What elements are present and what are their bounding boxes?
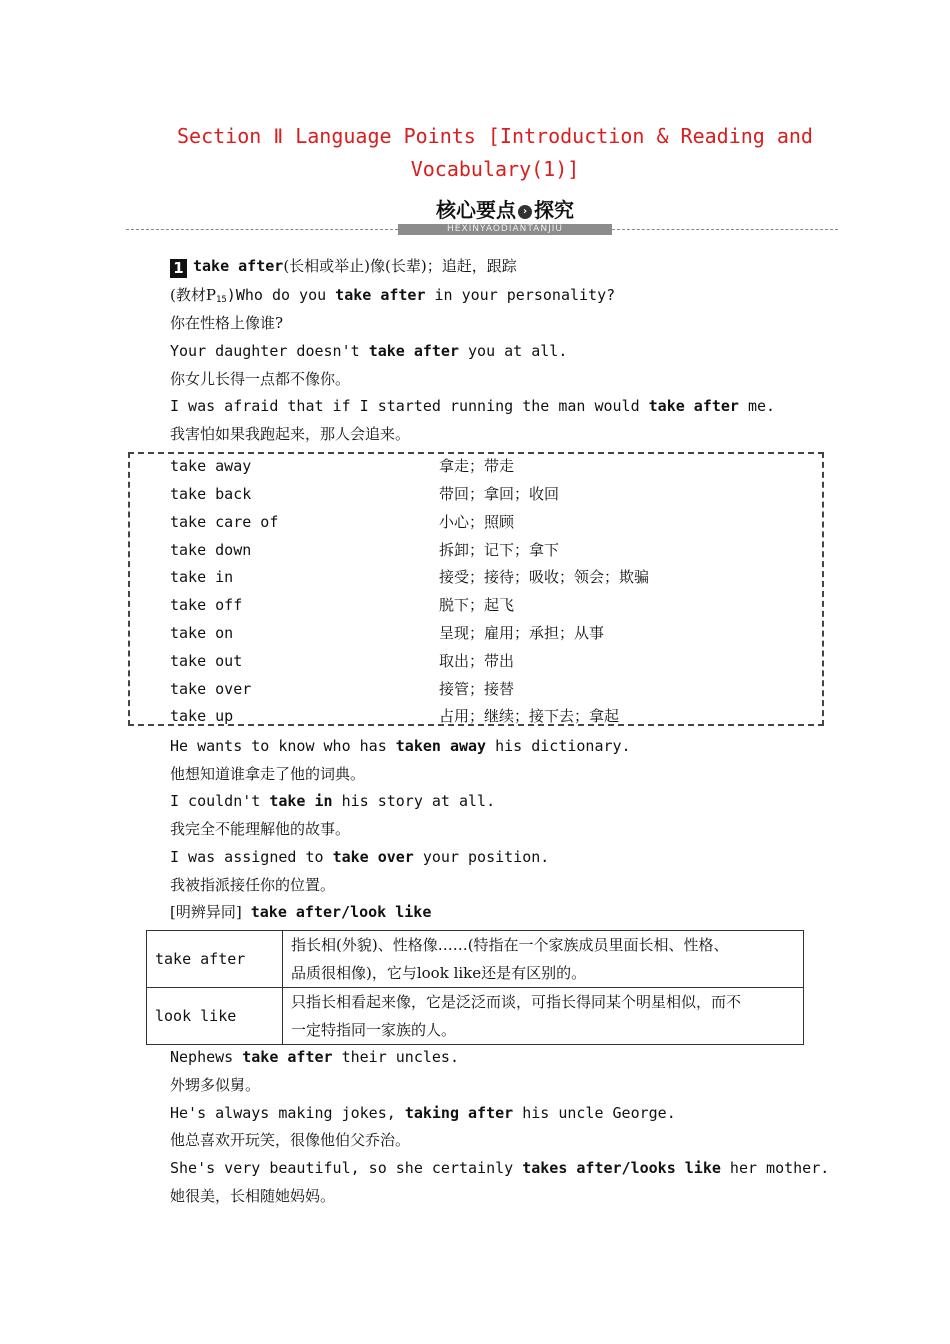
sentence-text: )Who do you [226,286,336,304]
compare-desc-line: 一定特指同一家族的人。 [291,1021,457,1039]
point-number: 1 [170,259,187,278]
phrase-en: take in [170,568,234,586]
banner-rule-right [612,229,838,230]
sentence-text: their uncles. [332,1048,459,1066]
compare-heading [170,902,431,922]
sentence-text: He's always making jokes, [170,1104,405,1122]
compare-desc-line: 品质很相像)，它与look like还是有区别的。 [291,964,587,982]
phrase-cn: 占用；继续；接下去；拿起 [439,707,620,725]
phrase-en: take down [170,541,252,559]
keyword: take after [368,342,459,360]
sentence-text: He wants to know who has [170,737,396,755]
phrase-en: take back [170,485,252,503]
example-translation: 你女儿长得一点都不像你。 [170,370,351,388]
phrase-cn: 小心；照顾 [439,513,515,531]
sentence-text: I couldn't [170,792,270,810]
point-meaning: (长相或举止)像(长辈)；追赶，跟踪 [283,257,517,275]
phrase-en: take on [170,624,234,642]
example-translation: 外甥多似舅。 [170,1076,261,1094]
example-sentence [170,1158,829,1178]
banner-heading-left: 核心要点 [436,198,516,222]
keyword: taking after [404,1104,514,1122]
compare-table [146,930,804,1045]
compare-term: take after [147,931,283,988]
phrase-box [128,452,824,726]
compare-label: [明辨异同] [170,903,242,921]
section-title [150,120,840,186]
example-translation: 我害怕如果我跑起来，那人会追来。 [170,425,411,443]
example-sentence [170,847,549,867]
compare-desc [283,988,804,1045]
example-sentence [170,396,775,416]
keyword: take after [335,286,426,304]
sentence-text: his dictionary. [486,737,631,755]
phrase-cn: 接管；接替 [439,680,515,698]
compare-desc [283,931,804,988]
phrase-cn: 接受；接待；吸收；领会；欺骗 [439,568,650,586]
phrase-en: take over [170,680,252,698]
example-sentence [170,736,631,756]
table-row [147,931,804,988]
sentence-text: her mother. [720,1159,830,1177]
sentence-text: I was afraid that if I started running the man would [170,397,649,415]
banner-pinyin: HEXINYAODIANTANJIU [398,224,612,235]
phrase-en: take out [170,652,243,670]
table-row [147,988,804,1045]
example-sentence [170,285,615,310]
point-phrase: take after [193,257,284,275]
compare-term: look like [147,988,283,1045]
example-sentence [170,341,567,361]
phrase-cn: 呈现；雇用；承担；从事 [439,624,605,642]
phrase-cn: 拿走；带走 [439,457,515,475]
keyword: take in [269,792,333,810]
textbook-source: (教材P [170,286,216,304]
keyword: take over [332,848,414,866]
sentence-text: Your daughter doesn't [170,342,369,360]
example-translation: 她很美，长相随她妈妈。 [170,1187,336,1205]
keyword: takes after/looks like [522,1159,721,1177]
sentence-text: She's very beautiful, so she certainly [170,1159,523,1177]
sentence-text: you at all. [459,342,568,360]
phrase-en: take care of [170,513,279,531]
compare-desc-line: 只指长相看起来像，它是泛泛而谈，可指长得同某个明星相似，而不 [291,993,742,1011]
section-title-line1: Section Ⅱ Language Points [Introduction & Reading and [177,124,813,148]
phrase-cn: 拆卸；记下；拿下 [439,541,560,559]
sentence-text: your position. [413,848,550,866]
sentence-text: his story at all. [332,792,496,810]
sentence-text: in your personality? [425,286,616,304]
keyword: take after [648,397,739,415]
banner-rule-left [126,229,398,230]
example-translation: 你在性格上像谁? [170,314,284,332]
phrase-en: take away [170,457,252,475]
example-sentence [170,791,495,811]
point-heading [170,256,517,278]
example-sentence [170,1047,459,1067]
phrase-cn: 脱下；起飞 [439,596,515,614]
phrase-en: take up [170,707,234,725]
example-sentence [170,1103,676,1123]
textbook-page: 15 [215,295,227,305]
sentence-text: Nephews [170,1048,243,1066]
section-banner [126,196,838,240]
sentence-text: his uncle George. [513,1104,676,1122]
phrase-en: take off [170,596,243,614]
compare-desc-line: 指长相(外貌)、性格像……(特指在一个家族成员里面长相、性格、 [291,936,729,954]
sentence-text: I was assigned to [170,848,333,866]
banner-heading [398,196,612,224]
example-translation: 他总喜欢开玩笑，很像他伯父乔治。 [170,1131,411,1149]
phrase-cn: 取出；带出 [439,652,515,670]
example-translation: 我完全不能理解他的故事。 [170,820,351,838]
chevron-right-icon: › [518,205,532,219]
phrase-cn: 带回；拿回；收回 [439,485,560,503]
example-translation: 他想知道谁拿走了他的词典。 [170,765,366,783]
banner-heading-right: 探究 [534,198,574,222]
section-title-line2: Vocabulary(1)] [410,157,580,181]
example-translation: 我被指派接任你的位置。 [170,876,336,894]
sentence-text: me. [738,397,776,415]
keyword: take after [242,1048,333,1066]
compare-topic: take after/look like [250,903,432,921]
keyword: taken away [395,737,487,755]
